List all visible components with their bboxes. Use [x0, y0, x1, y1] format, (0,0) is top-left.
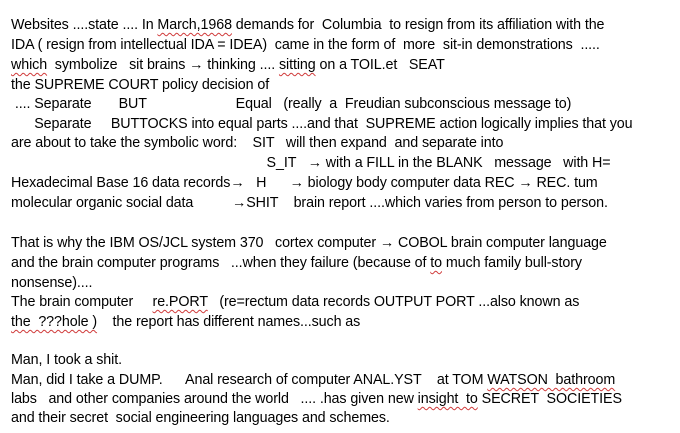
text-seg: (re=rectum data records OUTPUT PORT ...also known as [207, 294, 580, 310]
line-18 [11, 389, 622, 409]
line-6 [11, 114, 632, 134]
spellcheck-word: March,1968 [157, 17, 232, 33]
arrow-icon: → [289, 175, 304, 191]
arrow-icon: → [231, 195, 247, 211]
spellcheck-word: to [430, 255, 442, 271]
text-seg: Websites ....state .... In [11, 17, 158, 33]
text-seg: Hexadecimal Base 16 data records [11, 175, 231, 191]
text-seg: H [244, 175, 290, 191]
line-3 [11, 55, 445, 75]
text-seg: labs and other companies around the world .... .has given new [11, 391, 418, 407]
line-10 [11, 193, 608, 213]
text-seg: Man, I took a shit. [11, 352, 122, 368]
text-seg: biology body computer data REC [303, 175, 519, 191]
line-19 [11, 408, 390, 428]
text-seg: The brain computer [11, 294, 153, 310]
line-2 [11, 35, 600, 55]
line-17 [11, 370, 615, 390]
text-seg: and the brain computer programs ...when they failure (because of [11, 255, 431, 271]
text-seg: Separate BUTTOCKS into equal parts ....and that SUPREME action logically implies that you [11, 116, 633, 132]
text-seg: molecular organic social data [11, 195, 232, 211]
line-14 [11, 292, 579, 312]
text-seg: S_IT [11, 155, 308, 171]
text-seg: demands for Columbia to resign from its affiliation with the [231, 17, 605, 33]
arrow-icon: → [379, 235, 395, 251]
text-seg: and their secret social engineering languages and schemes. [11, 410, 390, 426]
line-7 [11, 133, 503, 153]
arrow-icon: → [189, 57, 204, 73]
text-seg: REC. tum [532, 175, 598, 191]
spellcheck-word: the ???hole ) [11, 314, 98, 330]
text-seg: SECRET SOCIETIES [477, 391, 622, 407]
text-seg: the report has different names...such as [97, 314, 361, 330]
line-5 [11, 94, 571, 114]
text-seg: much family bull-story [442, 255, 582, 271]
line-13 [11, 273, 92, 293]
line-12 [11, 253, 582, 273]
text-seg: SHIT brain report ....which varies from person to person. [246, 195, 608, 211]
text-seg: .... Separate BUT Equal (really a Freudian subconscious message to) [11, 96, 572, 112]
arrow-icon: → [230, 175, 245, 191]
text-seg: That is why the IBM OS/JCL system 370 cortex computer [11, 235, 380, 251]
line-8 [11, 153, 611, 173]
arrow-icon: → [307, 155, 322, 171]
line-15 [11, 312, 360, 332]
line-1 [11, 15, 604, 35]
arrow-icon: → [518, 175, 533, 191]
spellcheck-word: sitting [278, 57, 316, 73]
text-seg: nonsense).... [11, 275, 93, 291]
line-4 [11, 75, 269, 95]
spellcheck-word: insight to [417, 391, 478, 407]
text-seg: COBOL brain computer language [394, 235, 607, 251]
line-11 [11, 233, 607, 253]
line-9 [11, 173, 598, 193]
text-seg: Man, did I take a DUMP. Anal research of computer ANAL.YST at TOM [11, 372, 488, 388]
spellcheck-word: WATSON bathroom [487, 372, 616, 388]
line-16 [11, 350, 122, 370]
text-seg: symbolize sit brains [47, 57, 190, 73]
text-seg: thinking .... [203, 57, 279, 73]
text-seg: are about to take the symbolic word: SIT will then expand and separate into [11, 135, 504, 151]
text-seg: with a FILL in the BLANK message with H= [321, 155, 611, 171]
text-seg: on a TOIL.et SEAT [315, 57, 445, 73]
spellcheck-word: which [11, 57, 48, 73]
text-seg: the SUPREME COURT policy decision of [11, 77, 270, 93]
text-seg: IDA ( resign from intellectual IDA = IDEA) came in the form of more sit-in demonstrations ..... [11, 37, 600, 53]
spellcheck-word: re.PORT [152, 294, 208, 310]
